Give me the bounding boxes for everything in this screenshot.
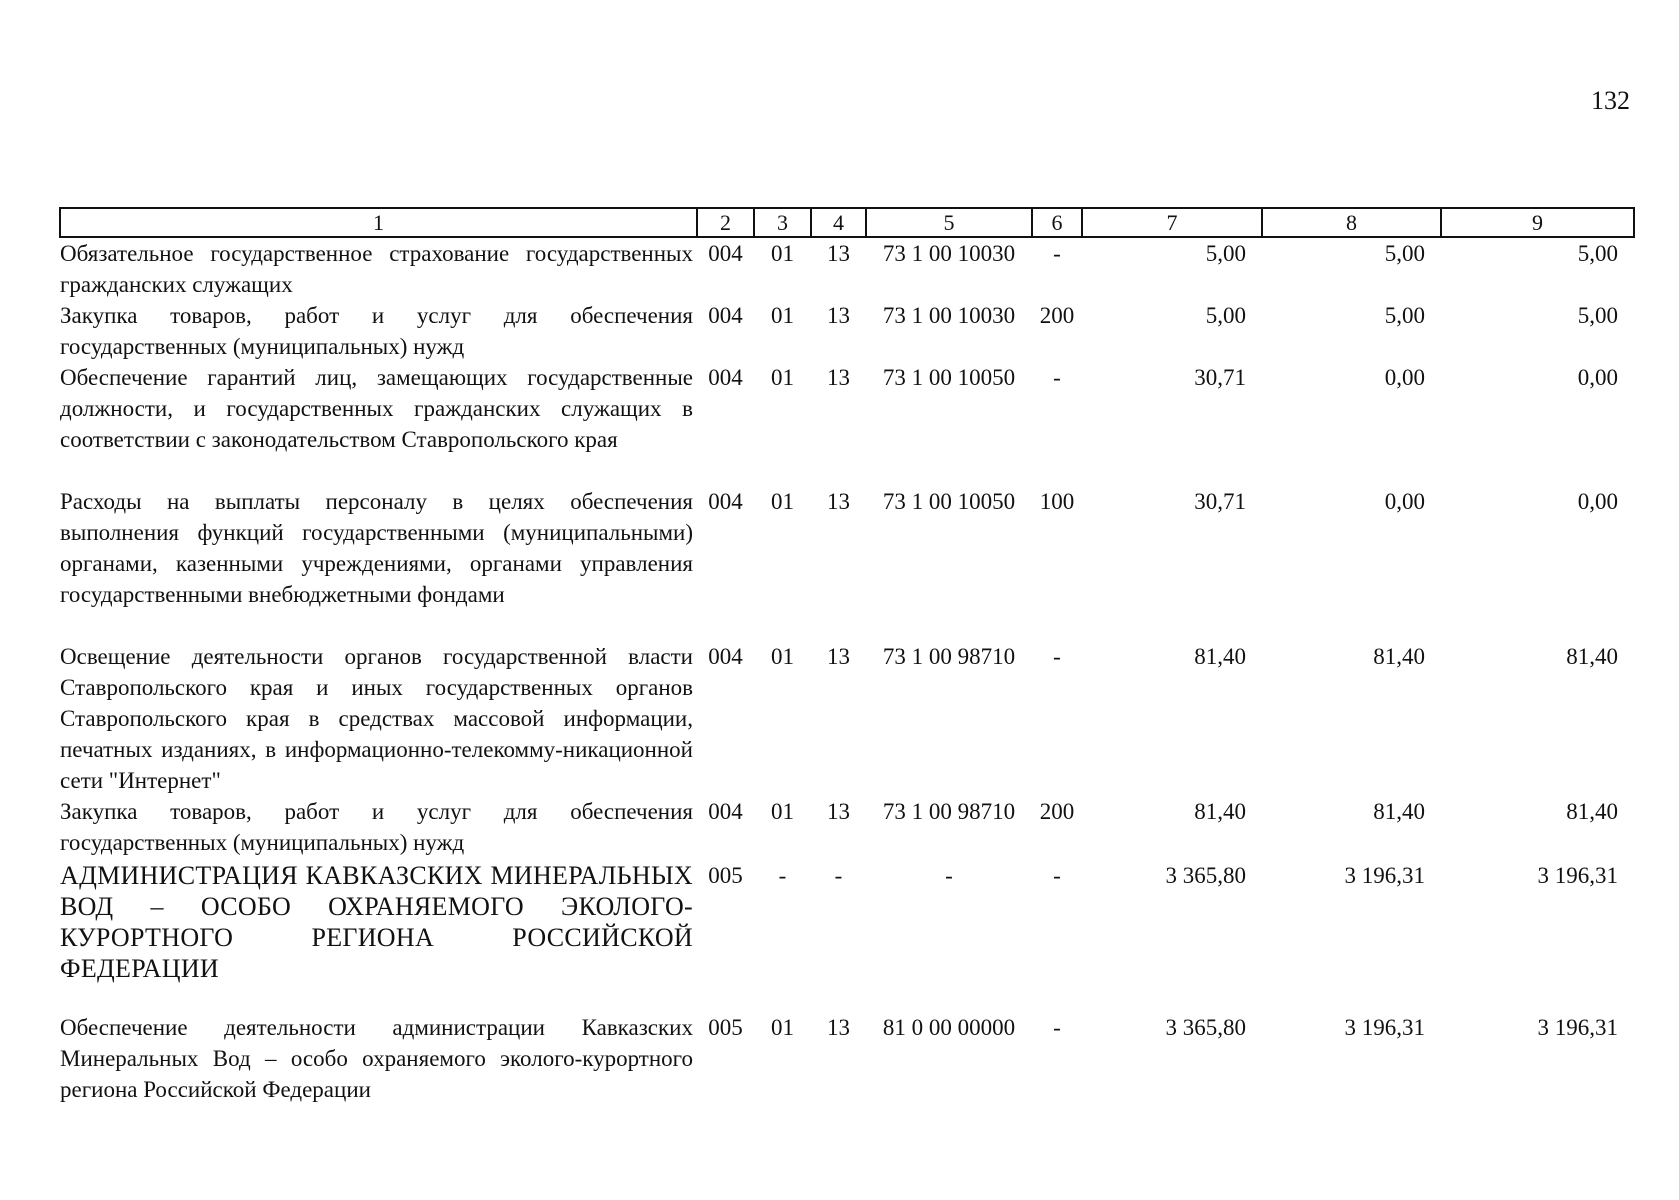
- column-header: 2: [697, 208, 754, 237]
- amount-col-9: 81,40: [1566, 644, 1618, 669]
- target-article-code: 73 1 00 10050: [882, 365, 1016, 390]
- column-header: 5: [866, 208, 1032, 237]
- expense-type-code: -: [1053, 863, 1061, 888]
- expense-type-code: 100: [1039, 489, 1075, 514]
- target-article-code: 81 0 00 00000: [882, 1015, 1016, 1040]
- amount-col-7: 3 365,80: [1165, 1015, 1246, 1040]
- table-row: [60, 796, 1634, 858]
- column-number-header: [60, 208, 1634, 237]
- subsection-code: 13: [827, 241, 850, 266]
- table-row: [60, 300, 1634, 362]
- target-article-code: 73 1 00 10050: [882, 489, 1016, 514]
- section-code: 01: [771, 1015, 794, 1040]
- amount-col-9: 81,40: [1566, 799, 1618, 824]
- ministry-code: 004: [708, 799, 743, 824]
- subsection-code: 13: [827, 644, 850, 669]
- amount-col-9: 0,00: [1577, 365, 1618, 390]
- section-code: -: [778, 863, 787, 888]
- subsection-code: 13: [827, 489, 850, 514]
- table-row: [60, 237, 1634, 300]
- row-name: Обеспечение деятельности администрации Кавказских Минеральных Вод – особо охраняемого эколого-курортного региона Российской Федерации: [60, 1015, 693, 1102]
- amount-col-9: 3 196,31: [1537, 863, 1618, 888]
- expense-type-code: 200: [1039, 303, 1075, 328]
- table-row: [60, 858, 1634, 1012]
- expense-type-code: -: [1053, 365, 1061, 390]
- expense-type-code: 200: [1039, 799, 1075, 824]
- amount-col-7: 30,71: [1194, 489, 1246, 514]
- expense-type-code: -: [1053, 241, 1061, 266]
- target-article-code: 73 1 00 10030: [882, 241, 1016, 266]
- target-article-code: 73 1 00 98710: [882, 644, 1016, 669]
- amount-col-8: 5,00: [1384, 303, 1425, 328]
- ministry-code: 004: [708, 644, 743, 669]
- row-name: Обязательное государственное страхование государственных гражданских служащих: [60, 241, 693, 297]
- section-code: 01: [771, 303, 794, 328]
- section-code: 01: [771, 799, 794, 824]
- ministry-code: 004: [708, 303, 743, 328]
- organization-heading: АДМИНИСТРАЦИЯ КАВКАЗСКИХ МИНЕРАЛЬНЫХ ВОД – ОСОБО ОХРАНЯЕМОГО ЭКОЛОГО-КУРОРТНОГО РЕГИОНА РОССИЙСКОЙ ФЕДЕРАЦИИ: [60, 861, 693, 983]
- amount-col-8: 81,40: [1373, 799, 1425, 824]
- ministry-code: 004: [708, 241, 743, 266]
- amount-col-9: 5,00: [1577, 241, 1618, 266]
- table-row: [60, 1012, 1634, 1105]
- target-article-code: 73 1 00 98710: [882, 799, 1016, 824]
- amount-col-7: 30,71: [1194, 365, 1246, 390]
- amount-col-7: 81,40: [1194, 799, 1246, 824]
- row-name: Обеспечение гарантий лиц, замещающих государственные должности, и государственных гражданских служащих в соответствии с законодательством Ставропольского края: [60, 365, 693, 452]
- column-header: 3: [754, 208, 811, 237]
- ministry-code: 004: [708, 365, 743, 390]
- row-name: Расходы на выплаты персоналу в целях обеспечения выполнения функций государственными (муниципальными) органами, казенными учреждениями, органами управления государственными внебюджетными фондами: [60, 489, 693, 607]
- amount-col-9: 5,00: [1577, 303, 1618, 328]
- section-code: 01: [771, 365, 794, 390]
- column-header: 1: [60, 208, 697, 237]
- amount-col-8: 0,00: [1384, 489, 1425, 514]
- ministry-code: 004: [708, 489, 743, 514]
- amount-col-9: 0,00: [1577, 489, 1618, 514]
- amount-col-7: 5,00: [1205, 303, 1246, 328]
- subsection-code: -: [834, 863, 843, 888]
- target-article-code: 73 1 00 10030: [882, 303, 1016, 328]
- ministry-code: 005: [708, 863, 743, 888]
- amount-col-7: 3 365,80: [1165, 863, 1246, 888]
- amount-col-7: 81,40: [1194, 644, 1246, 669]
- column-header: 8: [1262, 208, 1441, 237]
- row-name: Освещение деятельности органов государственной власти Ставропольского края и иных государственных органов Ставропольского края в средствах массовой информации, печатных изданиях, в информационно-телекомму-никационной сети "Интернет": [60, 644, 693, 793]
- expense-type-code: -: [1053, 1015, 1061, 1040]
- subsection-code: 13: [827, 799, 850, 824]
- expense-type-code: -: [1053, 644, 1061, 669]
- section-code: 01: [771, 489, 794, 514]
- target-article-code: -: [945, 863, 953, 888]
- subsection-code: 13: [827, 365, 850, 390]
- amount-col-8: 3 196,31: [1344, 1015, 1425, 1040]
- table-row: [60, 362, 1634, 486]
- amount-col-8: 81,40: [1373, 644, 1425, 669]
- amount-col-8: 0,00: [1384, 365, 1425, 390]
- column-header: 7: [1082, 208, 1262, 237]
- row-name: Закупка товаров, работ и услуг для обеспечения государственных (муниципальных) нужд: [60, 303, 693, 359]
- section-code: 01: [771, 644, 794, 669]
- amount-col-9: 3 196,31: [1537, 1015, 1618, 1040]
- amount-col-8: 5,00: [1384, 241, 1425, 266]
- amount-col-7: 5,00: [1205, 241, 1246, 266]
- ministry-code: 005: [708, 1015, 743, 1040]
- row-name: Закупка товаров, работ и услуг для обеспечения государственных (муниципальных) нужд: [60, 799, 693, 855]
- table-row: [60, 641, 1634, 796]
- column-header: 6: [1032, 208, 1082, 237]
- column-header: 9: [1441, 208, 1634, 237]
- amount-col-8: 3 196,31: [1344, 863, 1425, 888]
- section-code: 01: [771, 241, 794, 266]
- budget-table: [59, 207, 1635, 1105]
- page-number: 132: [1591, 86, 1630, 115]
- subsection-code: 13: [827, 1015, 850, 1040]
- table-row: [60, 486, 1634, 641]
- subsection-code: 13: [827, 303, 850, 328]
- column-header: 4: [811, 208, 866, 237]
